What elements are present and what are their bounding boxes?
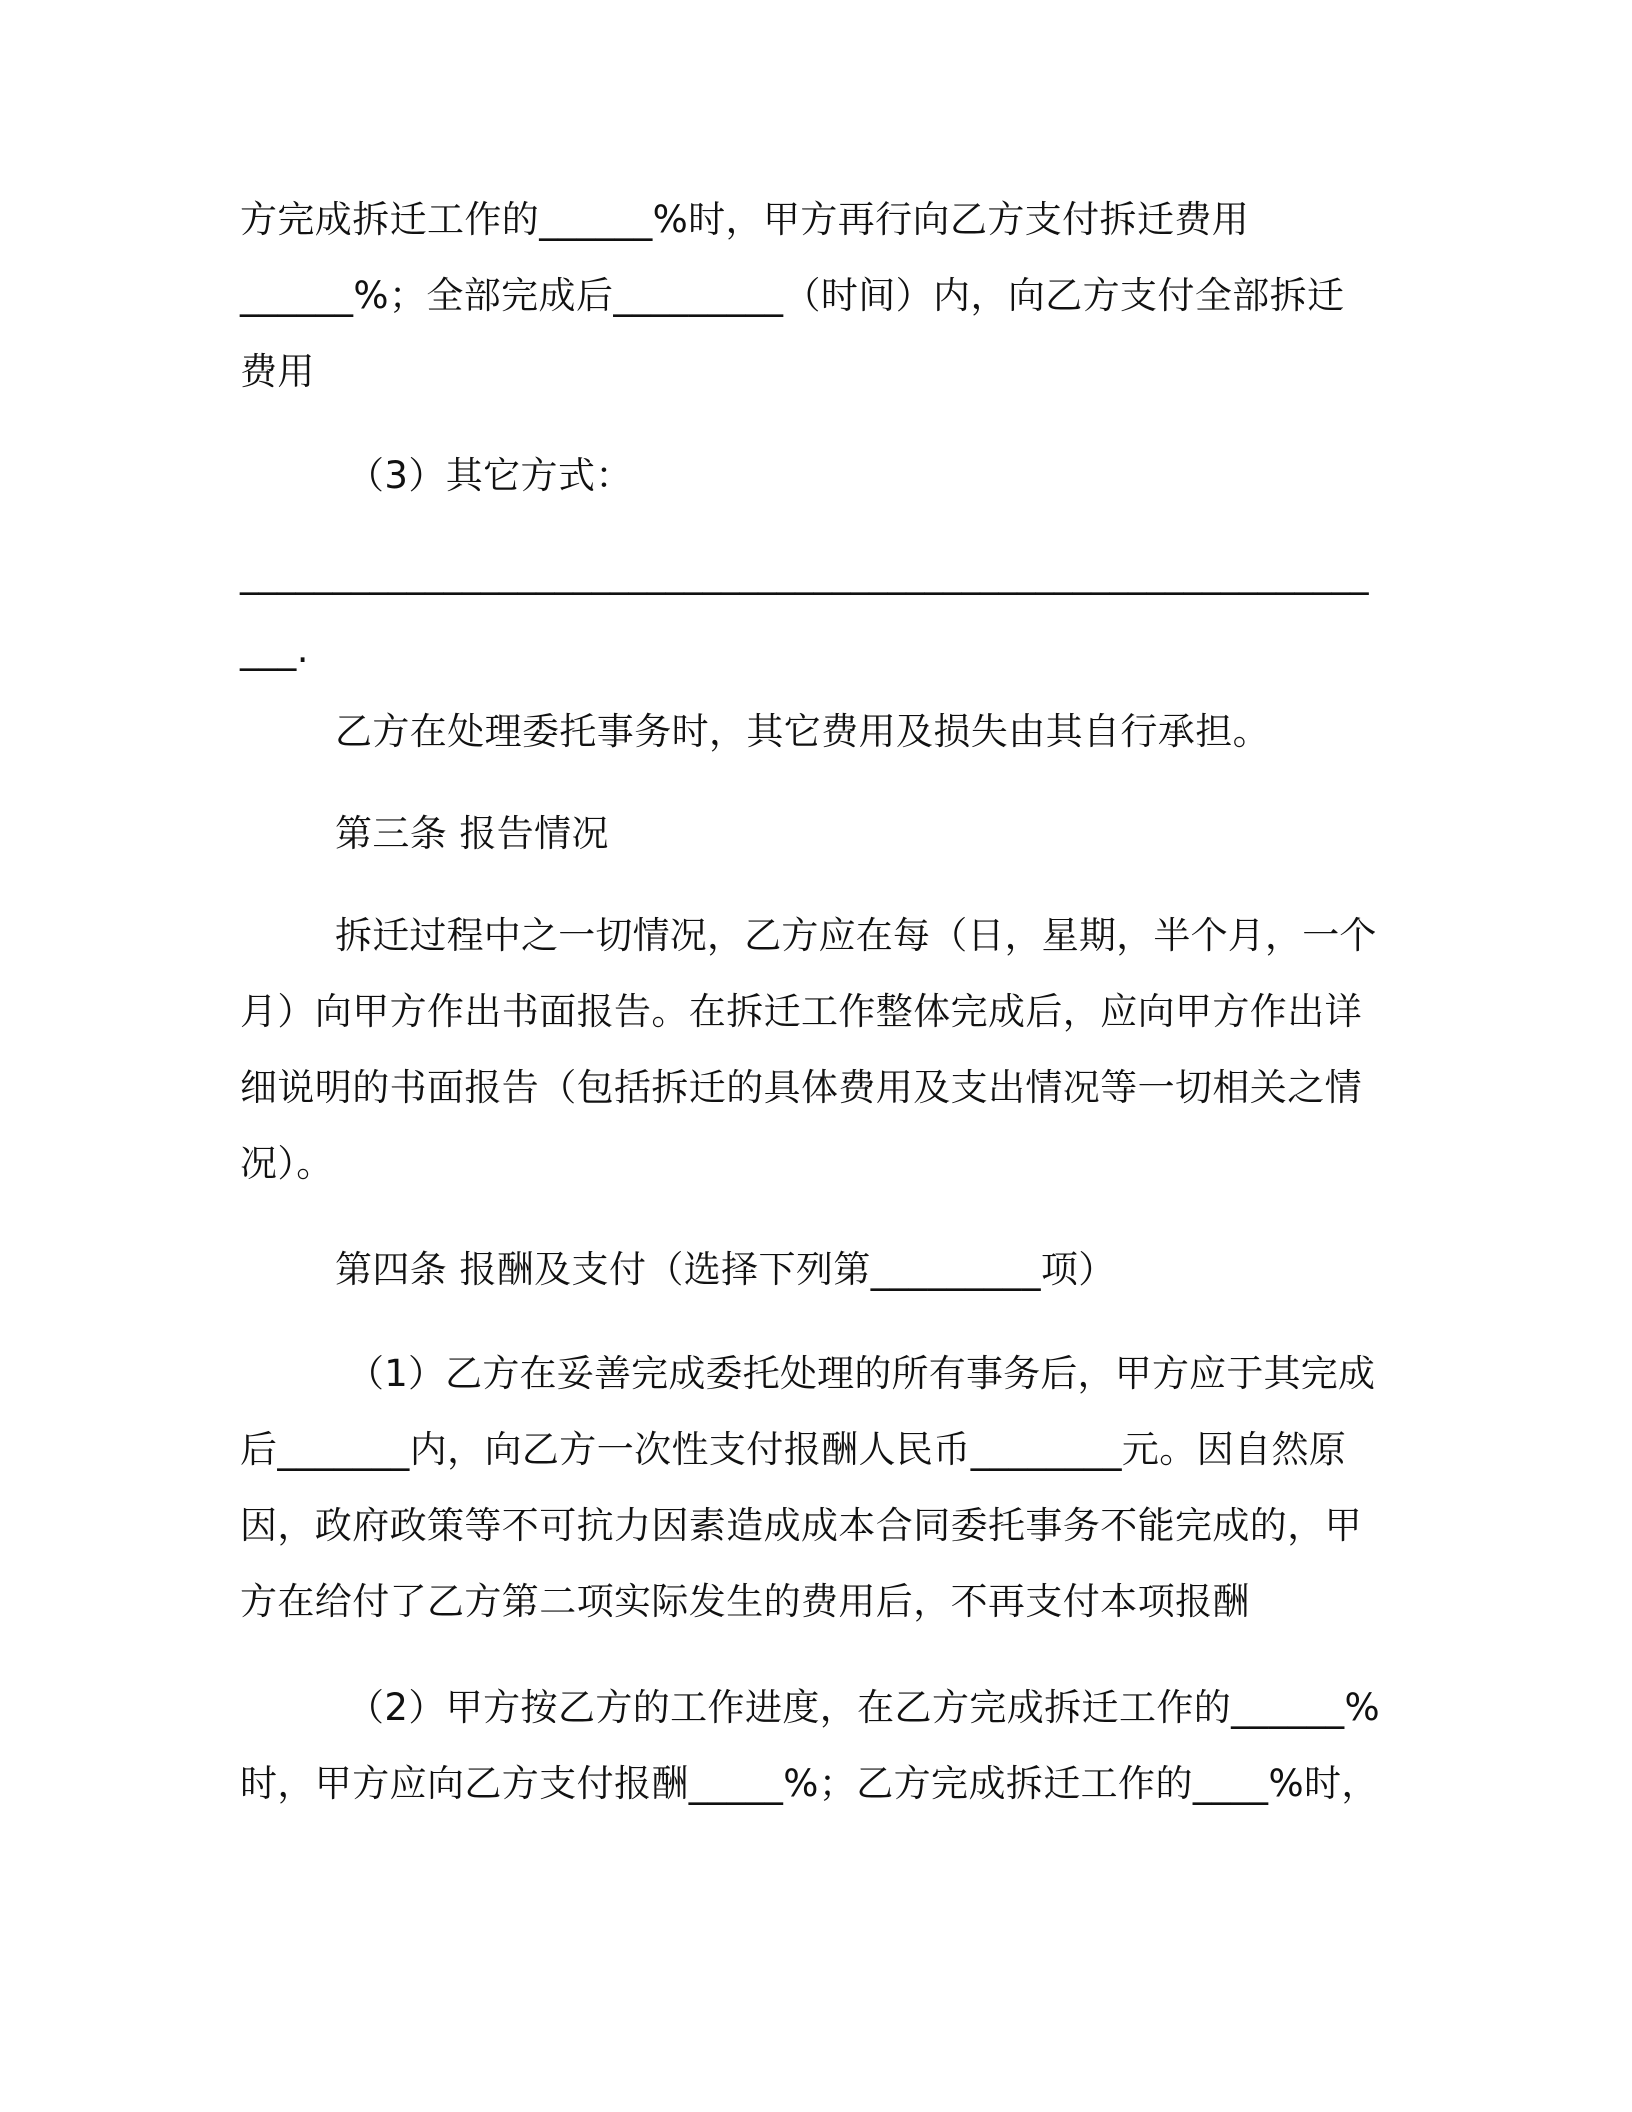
text-line: 因，政府政策等不可抗力因素造成成本合同委托事务不能完成的，甲 [240,1504,1362,1547]
paragraph-text: 乙方在处理委托事务时，其它费用及损失由其自行承担。 [335,710,1270,753]
text-line: 费用 [240,350,315,393]
clause-item-2: （2）甲方按乙方的工作进度，在乙方完成拆迁工作的______% [347,1686,1381,1729]
text-line: 后_______内，向乙方一次性支付报酬人民币________元。因自然原 [240,1428,1347,1471]
section-heading-article-4: 第四条 报酬及支付（选择下列第_________项） [335,1248,1116,1291]
text-line: 方在给付了乙方第二项实际发生的费用后，不再支付本项报酬 [240,1580,1250,1623]
text-line: 况）。 [240,1142,334,1185]
text-line: 月）向甲方作出书面报告。在拆迁工作整体完成后，应向甲方作出详 [240,990,1362,1033]
paragraph-text: 拆迁过程中之一切情况，乙方应在每（日，星期，半个月，一个 [335,914,1377,957]
blank-fill-line: _____________________________________________________________ [240,552,1369,595]
clause-item-1: （1）乙方在妥善完成委托处理的所有事务后，甲方应于其完成 [347,1352,1376,1395]
section-heading-article-3: 第三条 报告情况 [335,812,609,855]
text-line: 时，甲方应向乙方支付报酬_____%；乙方完成拆迁工作的____%时， [240,1762,1379,1805]
clause-item-3: （3）其它方式： [347,454,633,497]
text-line: 细说明的书面报告（包括拆迁的具体费用及支出情况等一切相关之情 [240,1066,1362,1109]
text-line: ______%；全部完成后_________（时间）内，向乙方支付全部拆迁 [240,274,1345,317]
text-line: 方完成拆迁工作的______%时，甲方再行向乙方支付拆迁费用 [240,198,1250,241]
blank-fill-line-end: ___. [240,628,309,671]
